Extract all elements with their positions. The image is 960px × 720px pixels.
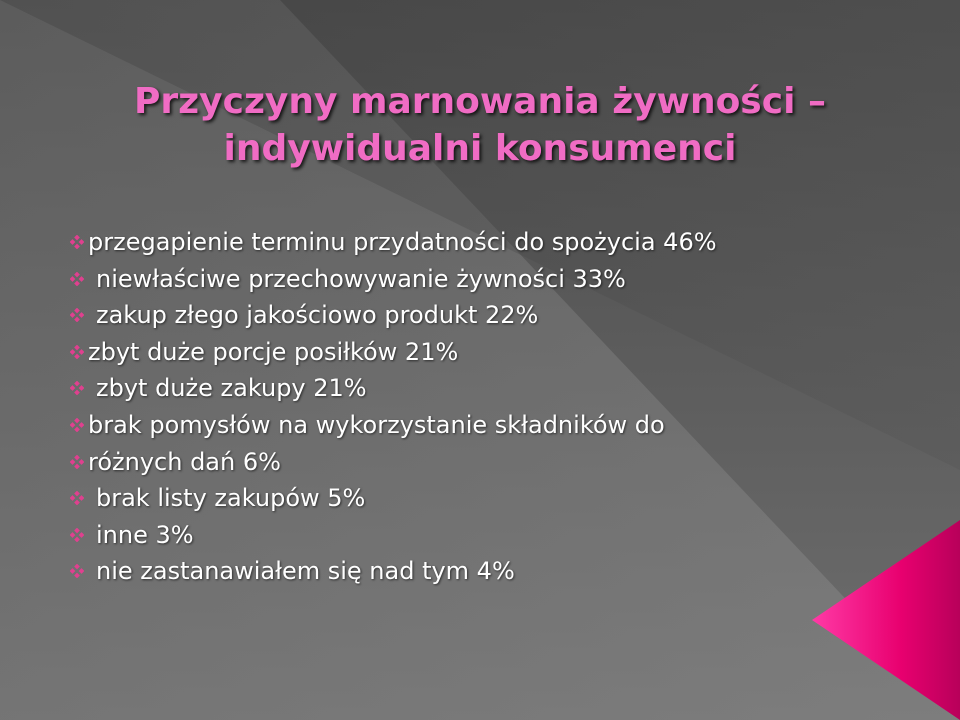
four-diamond-bullet-icon xyxy=(70,455,84,469)
list-item xyxy=(70,224,940,261)
list-item xyxy=(70,480,940,517)
list-item-text: przegapienie terminu przydatności do spożycia 46% xyxy=(88,228,717,256)
list-item xyxy=(70,407,940,444)
list-item xyxy=(70,370,940,407)
list-item-text: zbyt duże zakupy 21% xyxy=(96,374,367,403)
list-item-text: brak pomysłów na wykorzystanie składników do xyxy=(88,410,665,439)
list-item-text: zbyt duże porcje posiłków 21% xyxy=(88,337,459,366)
four-diamond-bullet-icon xyxy=(70,272,84,286)
list-item-text: brak listy zakupów 5% xyxy=(96,484,366,513)
list-item xyxy=(70,517,940,554)
list-item-text: nie zastanawiałem się nad tym 4% xyxy=(96,557,515,586)
list-item-text: różnych dań 6% xyxy=(88,447,281,476)
four-diamond-bullet-icon xyxy=(70,528,84,542)
list-item xyxy=(70,261,940,298)
slide-title-line-1: Przyczyny marnowania żywności – xyxy=(134,81,826,122)
four-diamond-bullet-icon xyxy=(70,564,84,578)
list-item xyxy=(70,334,940,371)
four-diamond-bullet-icon xyxy=(70,308,84,322)
slide-title xyxy=(90,78,870,172)
four-diamond-bullet-icon xyxy=(70,418,84,432)
list-item xyxy=(70,444,940,481)
four-diamond-bullet-icon xyxy=(70,235,84,249)
list-item-text: niewłaściwe przechowywanie żywności 33% xyxy=(96,264,626,293)
list-item-text: zakup złego jakościowo produkt 22% xyxy=(96,301,539,330)
slide-title-line-2: indywidualni konsumenci xyxy=(223,128,737,169)
reasons-list xyxy=(70,224,940,590)
four-diamond-bullet-icon xyxy=(70,491,84,505)
list-item xyxy=(70,297,940,334)
list-item xyxy=(70,553,940,590)
four-diamond-bullet-icon xyxy=(70,345,84,359)
four-diamond-bullet-icon xyxy=(70,381,84,395)
list-item-text: inne 3% xyxy=(96,520,194,549)
